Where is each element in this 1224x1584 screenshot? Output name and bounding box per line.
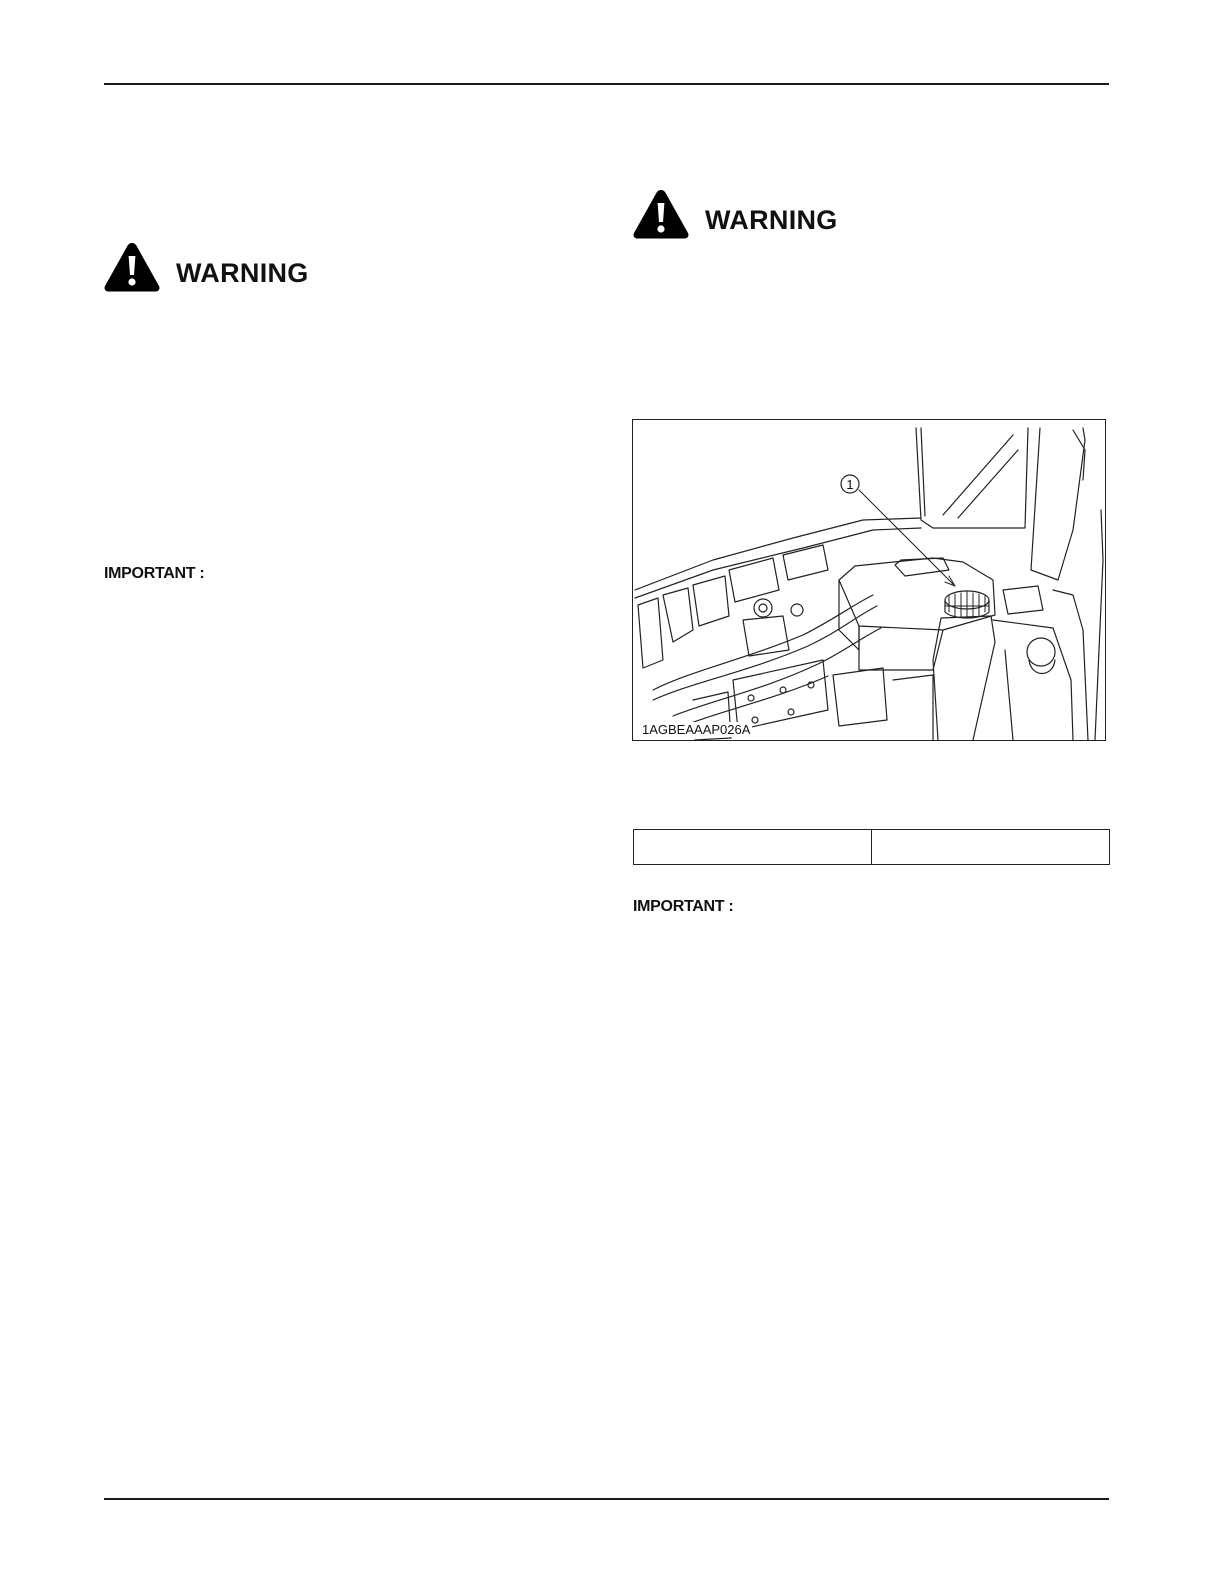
- footer-rule: [104, 1498, 1109, 1500]
- spec-table: [633, 829, 1110, 865]
- warning-label: WARNING: [176, 257, 309, 288]
- warning-triangle-icon: [632, 188, 690, 240]
- header-rule: [104, 83, 1109, 85]
- important-label-right: IMPORTANT :: [633, 898, 734, 915]
- warning-label: WARNING: [705, 204, 838, 235]
- engine-compartment-illustration: [633, 420, 1106, 741]
- table-cell: [872, 830, 1110, 865]
- warning-heading-right: [632, 188, 838, 240]
- table-cell: [634, 830, 872, 865]
- figure-callout-number: 1: [846, 477, 854, 492]
- table-row: [634, 830, 1110, 865]
- figure-code: 1AGBEAAAP026A: [642, 722, 751, 737]
- important-label-left: IMPORTANT :: [104, 565, 205, 582]
- figure-engine-illustration: [632, 419, 1106, 741]
- warning-triangle-icon: [103, 241, 161, 293]
- warning-heading-left: [103, 241, 309, 293]
